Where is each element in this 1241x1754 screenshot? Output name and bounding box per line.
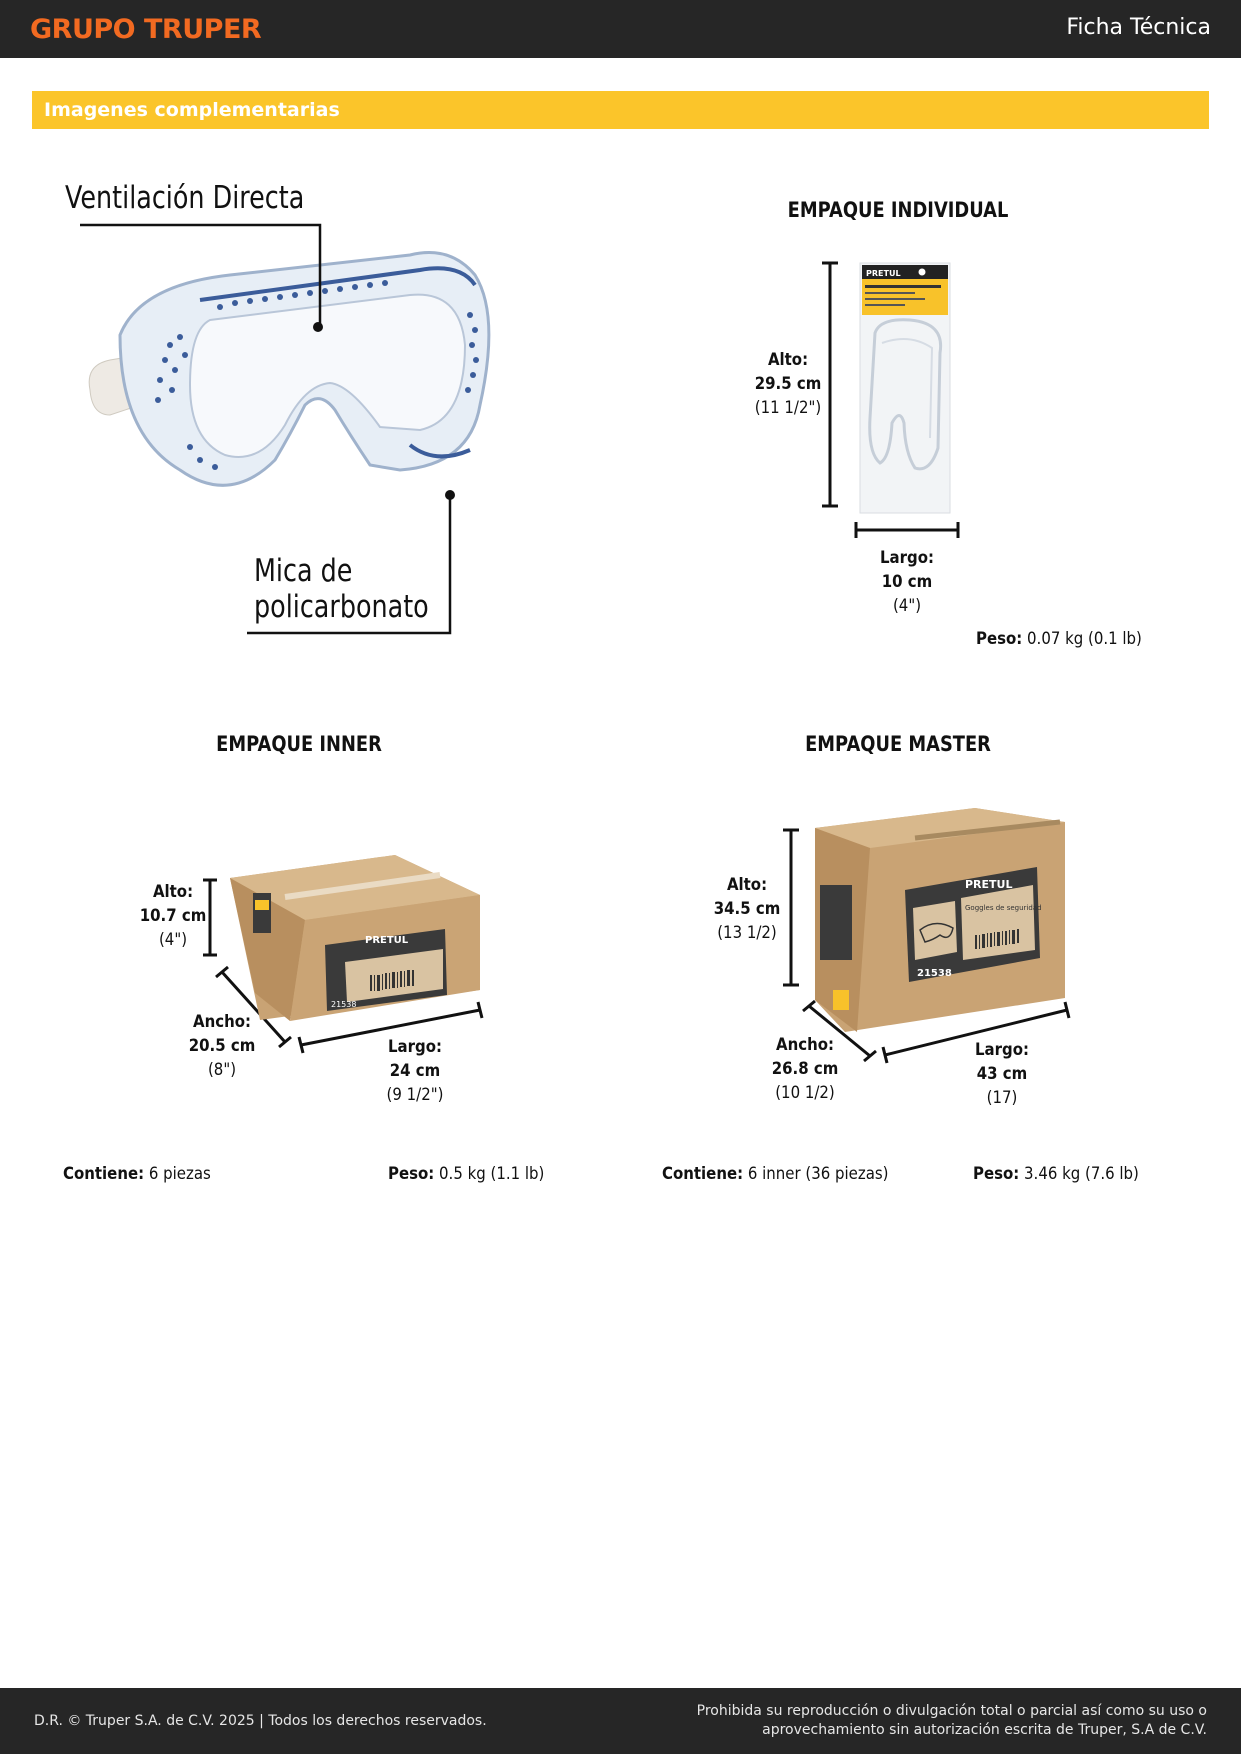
- inner-peso-label: Peso:: [388, 1164, 435, 1184]
- individual-largo-value: 10 cm: [881, 572, 933, 592]
- master-largo-label: Largo:: [975, 1040, 1029, 1060]
- master-largo-value: 43 cm: [976, 1064, 1028, 1084]
- individual-peso-label: Peso:: [976, 629, 1023, 649]
- master-contiene-value: 6 inner (36 piezas): [747, 1164, 889, 1184]
- footer-copyright: D.R. © Truper S.A. de C.V. 2025 | Todos los derechos reservados.: [34, 1713, 487, 1729]
- footer-bar: [0, 1688, 1241, 1754]
- inner-contiene-value: 6 piezas: [148, 1164, 211, 1184]
- heading-empaque-inner: EMPAQUE INNER: [216, 732, 382, 756]
- individual-peso-value: 0.07 kg (0.1 lb): [1027, 629, 1142, 649]
- inner-alto-inch: (4"): [158, 930, 188, 950]
- inner-peso-value: 0.5 kg (1.1 lb): [439, 1164, 545, 1184]
- callout-lens-line1: Mica de: [254, 553, 353, 589]
- master-contiene: [662, 1164, 889, 1184]
- inner-largo-value: 24 cm: [389, 1061, 441, 1081]
- master-peso-label: Peso:: [973, 1164, 1020, 1184]
- header-bar: [0, 0, 1241, 58]
- document-title: Ficha Técnica: [1066, 15, 1211, 40]
- heading-empaque-individual: EMPAQUE INDIVIDUAL: [787, 198, 1009, 222]
- inner-contiene: [63, 1164, 211, 1184]
- svg-text:21538: 21538: [917, 968, 952, 979]
- master-ancho: [752, 1033, 858, 1105]
- svg-text:PRETUL: PRETUL: [365, 935, 409, 946]
- master-ancho-value: 26.8 cm: [771, 1059, 839, 1079]
- footer-legal-line1: Prohibida su reproducción o divulgación total o parcial así como su uso o: [696, 1703, 1207, 1719]
- individual-package-image: [820, 258, 970, 538]
- individual-largo-dimension-line: [852, 520, 962, 540]
- footer-legal-line2: aprovechamiento sin autorización escrita de Truper, S.A de C.V.: [762, 1722, 1207, 1738]
- master-largo-inch: (17): [986, 1088, 1018, 1108]
- inner-largo-label: Largo:: [388, 1037, 442, 1057]
- section-title: Imagenes complementarias: [44, 99, 340, 121]
- brand-logo: GRUPO TRUPER: [30, 14, 262, 45]
- heading-empaque-master: EMPAQUE MASTER: [805, 732, 991, 756]
- individual-alto-inch: (11 1/2"): [754, 398, 822, 418]
- master-largo: [949, 1038, 1055, 1110]
- master-ancho-inch: (10 1/2): [775, 1083, 835, 1103]
- master-ancho-label: Ancho:: [775, 1035, 834, 1055]
- inner-largo-inch: (9 1/2"): [386, 1085, 444, 1105]
- master-contiene-label: Contiene:: [662, 1164, 744, 1184]
- inner-alto-label: Alto:: [152, 882, 194, 902]
- individual-largo: [854, 546, 960, 618]
- inner-alto: [120, 880, 226, 952]
- inner-ancho-inch: (8"): [207, 1060, 237, 1080]
- inner-ancho-label: Ancho:: [192, 1012, 251, 1032]
- svg-text:21538: 21538: [331, 1000, 357, 1009]
- master-alto-inch: (13 1/2): [717, 923, 777, 943]
- individual-largo-label: Largo:: [880, 548, 934, 568]
- master-alto-value: 34.5 cm: [713, 899, 781, 919]
- callout-lens-line2: policarbonato: [254, 589, 429, 625]
- svg-text:PRETUL: PRETUL: [965, 878, 1013, 891]
- svg-text:Goggles de seguridad: Goggles de seguridad: [965, 904, 1042, 912]
- inner-alto-value: 10.7 cm: [139, 906, 207, 926]
- svg-text:PRETUL: PRETUL: [866, 269, 901, 278]
- individual-alto-label: Alto:: [767, 350, 809, 370]
- section-header: [32, 91, 1209, 129]
- inner-largo: [362, 1035, 468, 1107]
- master-alto-label: Alto:: [726, 875, 768, 895]
- individual-peso: [976, 629, 1142, 649]
- footer-legal: [647, 1702, 1207, 1740]
- individual-alto-value: 29.5 cm: [754, 374, 822, 394]
- individual-alto: [735, 348, 841, 420]
- inner-contiene-label: Contiene:: [63, 1164, 145, 1184]
- inner-ancho: [169, 1010, 275, 1082]
- inner-ancho-value: 20.5 cm: [188, 1036, 256, 1056]
- inner-peso: [388, 1164, 544, 1184]
- master-peso: [973, 1164, 1139, 1184]
- master-peso-value: 3.46 kg (7.6 lb): [1024, 1164, 1139, 1184]
- master-box-image: [775, 800, 1075, 1070]
- individual-largo-inch: (4"): [892, 596, 922, 616]
- callout-ventilation: Ventilación Directa: [65, 180, 305, 216]
- master-alto: [694, 873, 800, 945]
